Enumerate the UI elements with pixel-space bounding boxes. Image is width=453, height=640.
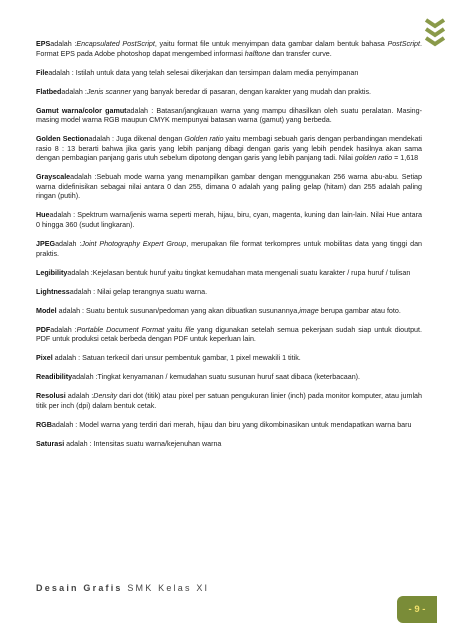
glossary-entry-hue: Hueadalah : Spektrum warna/jenis warna seperti merah, hijau, biru, cyan, magenta, kuning dan lain-lain. Nilai Hue antara 0 hingga 360 (sudut lingkaran). — [36, 211, 422, 230]
glossary-entry-pdf: PDFadalah :Portable Document Format yaitu file yang digunakan setelah semua pekerjaan sudah siap untuk dioutput. PDF untuk produksi cetak berbeda dengan PDF untuk keperluan lain. — [36, 325, 422, 344]
glossary-term: Flatbed — [36, 87, 62, 96]
footer-title: Desain Grafis SMK Kelas XI — [36, 583, 210, 593]
glossary — [36, 40, 422, 449]
glossary-entry-jpeg: JPEGadalah :Joint Photography Expert Group, merupakan file format terkompres untuk mobilitas data yang tinggi dan praktis. — [36, 240, 423, 258]
glossary-entry-model: Model adalah : Suatu bentuk susunan/pedoman yang akan dibuatkan susunannya,image berupa gambar atau foto. — [36, 306, 401, 315]
page-number: - 9 - — [408, 604, 426, 615]
glossary-term: Legibility — [36, 268, 68, 277]
glossary-term: File — [36, 68, 49, 77]
glossary-entry-golden-section: Golden Sectionadalah : Juga dikenal dengan Golden ratio yaitu membagi sebuah garis dengan perbandingan mendekati rasio 8 : 13 berarti bahwa jika garis yang lebih panjang dibagi dengan garis yang lebih pendek hasilnya akan sama dengan pembagian panjang garis utuh sebelum dipotong dengan garis yang lebih panjang tadi. Nilai golden ratio = 1,618 — [36, 135, 422, 163]
glossary-term: Saturasi — [36, 439, 65, 448]
glossary-entry-resolusi: Resolusi adalah :Density dari dot (titik) atau pixel per satuan pengukuran linier (inch) pada monitor komputer, atau jumlah titik per inch (dpi) dalam bentuk cetak. — [36, 392, 422, 410]
glossary-term: Grayscale — [36, 173, 71, 182]
glossary-entry-pixel: Pixel adalah : Satuan terkecil dari unsur pembentuk gambar, 1 pixel mewakili 1 titik. — [36, 354, 301, 363]
glossary-entry-readibility: Readibilityadalah :Tingkat kenyamanan / kemudahan suatu susunan huruf saat dibaca (keterbacaan). — [36, 373, 361, 382]
glossary-term: Model — [36, 306, 57, 315]
glossary-term: Hue — [36, 211, 50, 220]
glossary-entry-grayscale: Grayscaleadalah :Sebuah mode warna yang menampilkan gambar dengan menggunakan 256 warna abu-abu. Setiap warna didefinisikan sebagai nilai antara 0 dan 255, dimana 0 adalah yang paling gelap (hitam) dan 255 adalah paling ringan (putih). — [36, 173, 422, 201]
glossary-entry-rgb: RGBadalah : Model warna yang terdiri dari merah, hijau dan biru yang dikombinasikan untuk mendapatkan warna baru — [36, 420, 412, 429]
glossary-entry-flatbed: Flatbedadalah :Jenis scanner yang banyak beredar di pasaran, dengan karakter yang mudah dan praktis. — [36, 87, 372, 96]
glossary-entry-gamut: Gamut warna/color gamutadalah : Batasan/jangkauan warna yang mampu dihasilkan oleh suatu peralatan. Masing-masing model warna RGB maupun CMYK mempunyai batasan warna (gamut) yang berbeda. — [36, 106, 422, 125]
glossary-entry-saturasi: Saturasi adalah : Intensitas suatu warna/kejenuhan warna — [36, 439, 222, 448]
glossary-term: Pixel — [36, 354, 53, 363]
triple-chevron-down-icon — [424, 18, 446, 53]
glossary-term: Resolusi — [36, 392, 66, 401]
glossary-term: Golden Section — [36, 135, 89, 144]
glossary-term: RGB — [36, 420, 52, 429]
glossary-entry-file: Fileadalah : Istilah untuk data yang telah selesai dikerjakan dan tersimpan dalam media penyimpanan — [36, 68, 359, 77]
glossary-term: Readibility — [36, 373, 73, 382]
glossary-term: Gamut warna/color gamut — [36, 106, 127, 115]
glossary-term: JPEG — [36, 240, 56, 249]
glossary-term: EPS — [36, 40, 51, 48]
page-number-badge — [397, 596, 437, 623]
glossary-term: PDF — [36, 325, 51, 334]
glossary-term: Lightness — [36, 287, 70, 296]
glossary-entry-eps: EPSadalah :Encapsulated PostScript, yaitu format file untuk menyimpan data gambar dalam bentuk bahasa PostScript. Format EPS pada Adobe photoshop dapat mengembed informasi halftone dan transfer curve. — [36, 40, 422, 58]
glossary-entry-legibility: Legibilityadalah :Kejelasan bentuk huruf yaitu tingkat kemudahan mata mengenali suatu karakter / rupa huruf / tulisan — [36, 268, 411, 277]
glossary-entry-lightness: Lightnessadalah : Nilai gelap terangnya suatu warna. — [36, 287, 208, 296]
